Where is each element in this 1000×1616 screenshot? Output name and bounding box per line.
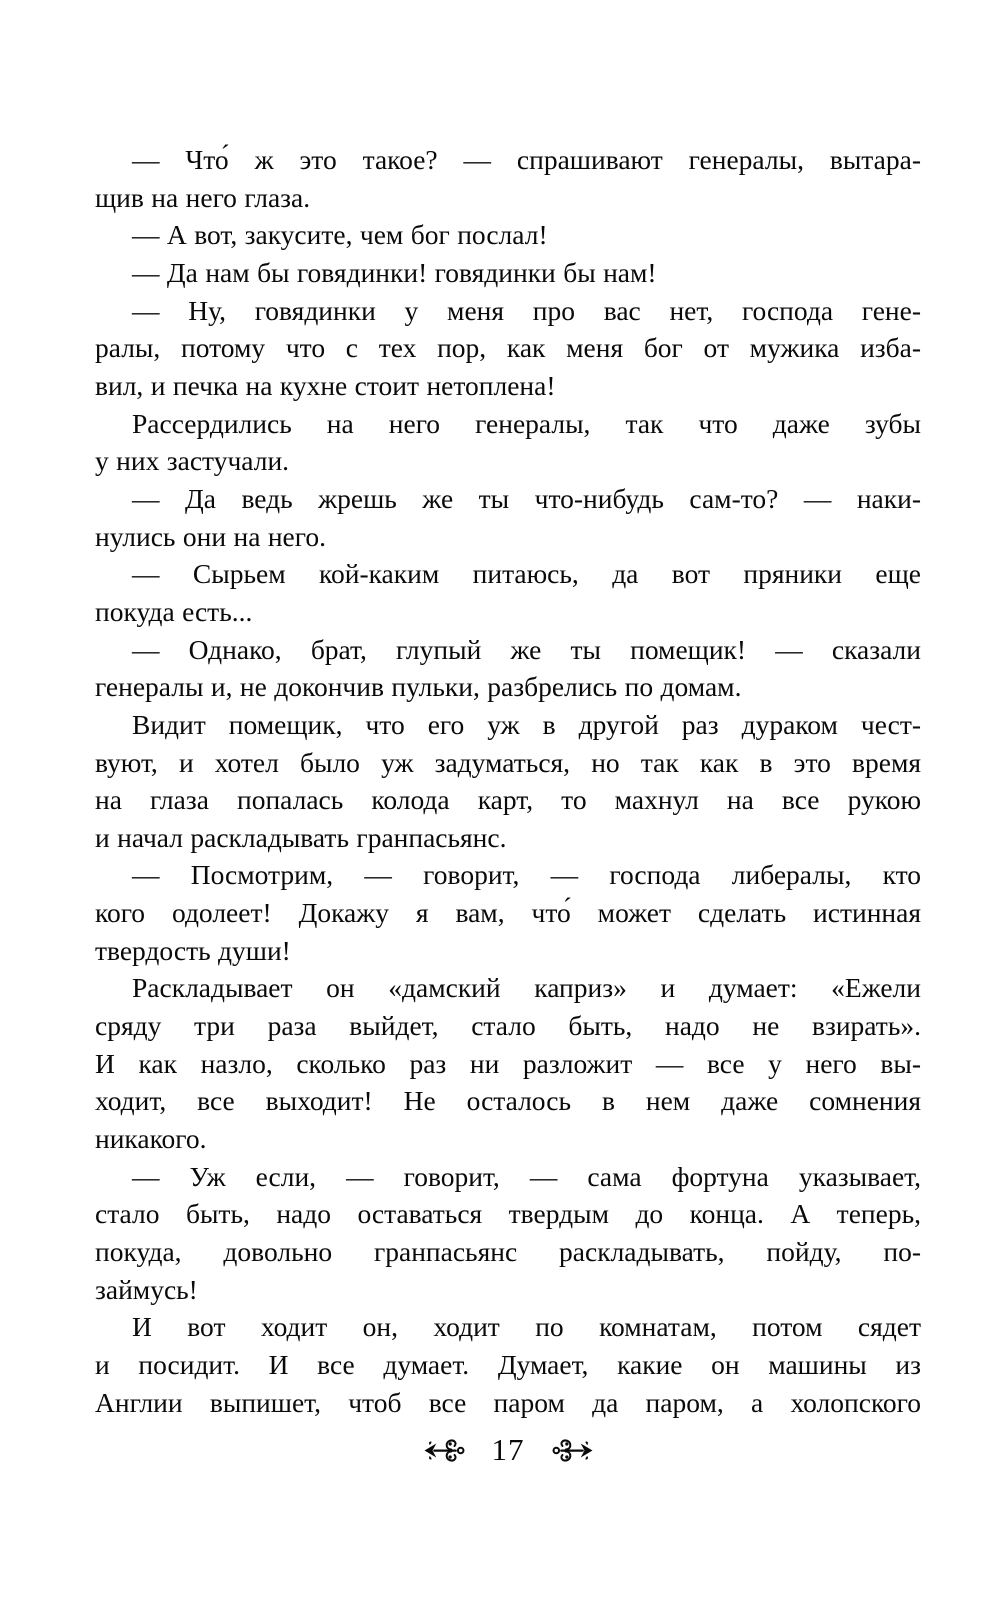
paragraph [95, 969, 921, 1157]
text-line: — А вот, закусите, чем бог послал! [132, 219, 548, 251]
page-text [95, 141, 921, 1421]
text-line: Раскладывает он «дамский каприз» и думает: «Ежели [132, 972, 921, 1004]
paragraph [95, 706, 921, 857]
paragraph [95, 405, 921, 480]
text-line: покуда, довольно гранпасьянс раскладывать, пойду, по- [95, 1236, 921, 1268]
text-line: сряду три раза выйдет, стало быть, надо не взирать». [95, 1010, 921, 1042]
text-line: нулись они на него. [95, 520, 326, 552]
text-line: — Сырьем кой-каким питаюсь, да вот пряники еще [132, 558, 921, 590]
paragraph [95, 292, 921, 405]
text-line: и посидит. И все думает. Думает, какие он машины из [95, 1349, 921, 1380]
fleuron-right-icon [552, 1436, 593, 1465]
text-line: ралы, потому что с тех пор, как меня бог от мужика изба- [95, 332, 921, 364]
text-line: Видит помещик, что его уж в другой раз дураком чест- [132, 708, 921, 740]
text-line: кого одолеет! Докажу я вам, что́ может сделать истинная [95, 897, 921, 929]
paragraph [95, 856, 921, 969]
text-line: — Уж если, — говорит, — сама фортуна указывает, [132, 1160, 921, 1192]
text-line: у них застучали. [95, 445, 290, 477]
text-line: — Ну, говядинки у меня про вас нет, господа гене- [132, 294, 921, 326]
text-line: вуют, и хотел было уж задуматься, но так как в это время [95, 746, 921, 778]
text-line: И вот ходит он, ходит по комнатам, потом сядет [132, 1311, 921, 1343]
paragraph [95, 1158, 921, 1309]
text-line: займусь! [95, 1273, 198, 1305]
page-number: 17 [491, 1432, 525, 1467]
paragraph [95, 141, 921, 216]
text-line: щив на него глаза. [95, 181, 311, 213]
text-line: — Да ведь жрешь же ты что-нибудь сам-то? — наки- [132, 482, 921, 514]
text-line: Рассердились на него генералы, так что даже зубы [132, 407, 921, 439]
text-line: ходит, все выходит! Не осталось в нем даже сомнения [95, 1085, 921, 1117]
text-line: на глаза попалась колода карт, то махнул на все рукою [95, 784, 921, 816]
text-line: — Что́ ж это такое? — спрашивают генералы, вытара- [132, 144, 921, 175]
text-line: покуда есть... [95, 595, 253, 627]
text-line: стало быть, надо оставаться твердым до конца. А теперь, [95, 1198, 921, 1230]
paragraph [95, 555, 921, 630]
paragraph [95, 1308, 921, 1421]
text-line: твердость души! [95, 934, 291, 966]
text-line: И как назло, сколько раз ни разложит — все у него вы- [95, 1047, 921, 1079]
text-line: Англии выпишет, чтоб все паром да паром, а холопского [95, 1386, 921, 1418]
paragraph [95, 631, 921, 706]
fleuron-left-icon [424, 1436, 465, 1465]
text-line: вил, и печка на кухне стоит нетоплена! [95, 369, 556, 401]
text-line: — Посмотрим, — говорит, — господа либералы, кто [132, 859, 921, 891]
text-line: генералы и, не докончив пульки, разбрелись по домам. [95, 671, 742, 703]
page-footer [95, 1430, 921, 1470]
paragraph [95, 480, 921, 555]
text-line: и начал раскладывать гранпасьянс. [95, 821, 507, 853]
text-line: — Да нам бы говядинки! говядинки бы нам! [132, 256, 657, 288]
paragraph [95, 216, 921, 254]
text-line: — Однако, брат, глупый же ты помещик! — сказали [132, 633, 921, 665]
text-line: никакого. [95, 1123, 207, 1155]
paragraph [95, 254, 921, 292]
